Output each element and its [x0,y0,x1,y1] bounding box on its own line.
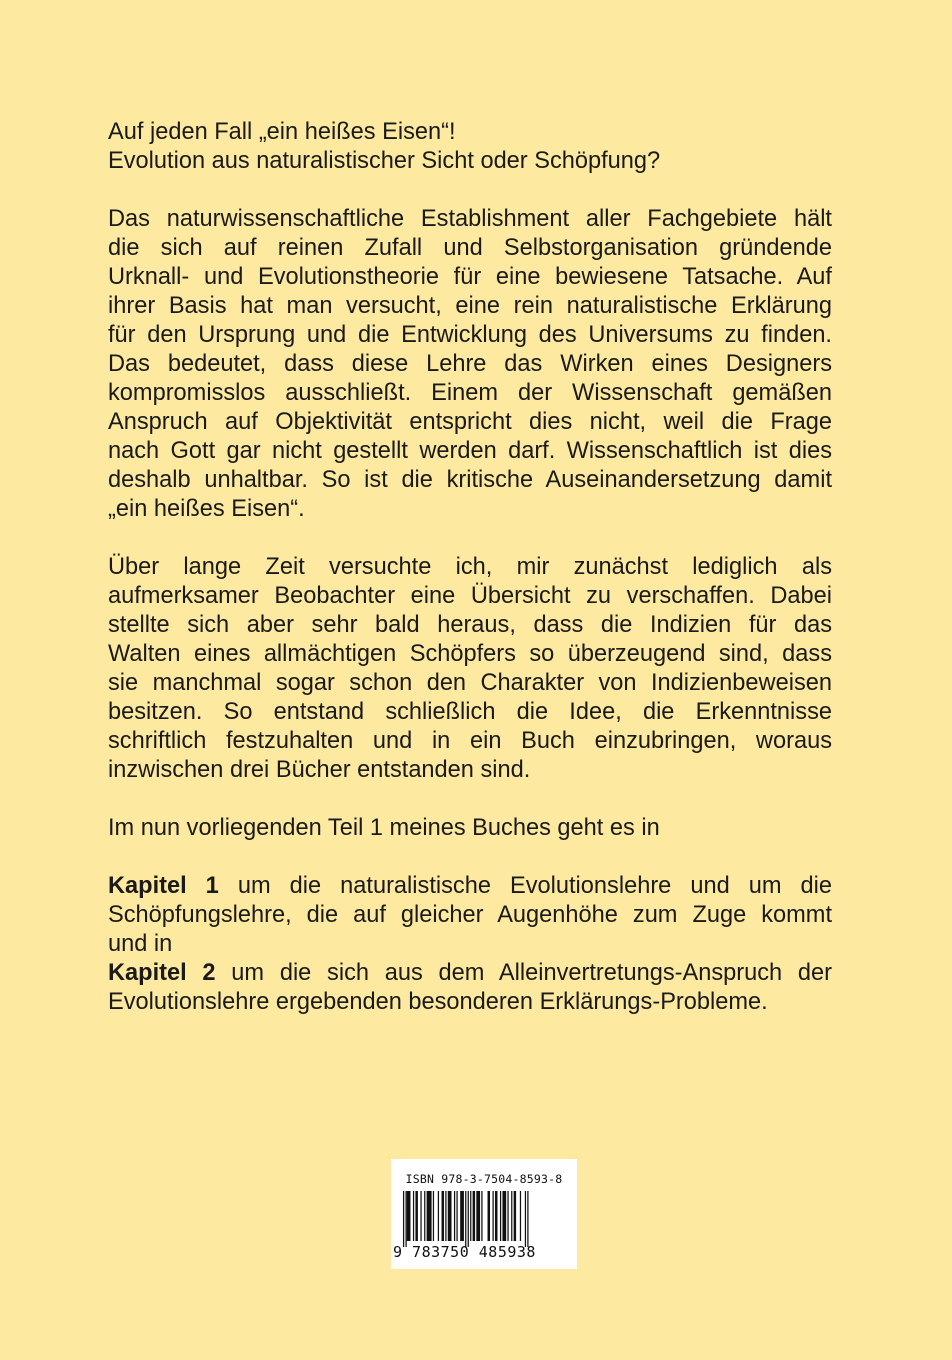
text-line: besitzen. So entstand schließlich die Idee, die Erkenntnisse [108,699,832,725]
chapter-1-label: Kapitel 1 [108,873,219,899]
text-line: Im nun vorliegenden Teil 1 meines Buches geht es in [108,815,660,841]
barcode-bar [468,1191,469,1247]
chapter-2-line-2: Evolutionslehre ergebenden besonderen Erklärungs-Probleme. [108,989,768,1015]
headline-line-1: Auf jeden Fall „ein heißes Eisen“! [108,119,456,145]
barcode-bar [500,1191,501,1241]
barcode-bar [415,1191,417,1241]
chapter-list [108,872,832,1017]
barcode-bar [507,1191,508,1241]
paragraph-establishment [108,205,832,524]
text-line: Das bedeutet, dass diese Lehre das Wirken eines Designers [108,351,832,377]
barcode-bar [454,1191,455,1241]
ean-digits: 9 783750 485938 [393,1243,536,1261]
barcode-bar [502,1191,506,1241]
text-line: aufmerksamer Beobachter eine Übersicht zu verschaffen. Dabei [108,583,832,609]
barcode-bar [470,1191,471,1241]
text-line: „ein heißes Eisen“. [108,496,305,522]
text-line: ihrer Basis hat man versucht, eine rein naturalistische Erklärung [108,293,832,319]
text-line: Anspruch auf Objektivität entspricht dies nicht, weil die Frage [108,409,832,435]
text-line: nach Gott gar nicht gestellt werden darf. Wissenschaftlich ist dies [108,438,832,464]
barcode-bars [403,1191,567,1247]
isbn-barcode [391,1159,577,1269]
barcode-bar [488,1191,490,1241]
barcode-bar [460,1191,464,1241]
text-line: kompromisslos ausschließt. Einem der Wissenschaft gemäßen [108,380,832,406]
isbn-label: ISBN 978-3-7504-8593-8 [405,1172,563,1186]
barcode-bar [514,1191,516,1241]
paragraph-observer [108,553,832,785]
barcode-bar [456,1191,457,1241]
barcode-bar [433,1191,434,1241]
barcode-bar [520,1191,521,1241]
text-line: Das naturwissenschaftliche Establishment aller Fachgebiete hält [108,206,832,232]
barcode-graphic [403,1191,567,1247]
barcode-bar [448,1191,452,1241]
barcode-bar [495,1191,497,1241]
barcode-bar [413,1191,414,1241]
chapter-2-label: Kapitel 2 [108,960,216,986]
barcode-bar [527,1191,528,1247]
chapter-1-line-3: und in [108,931,173,957]
barcode-bar [438,1191,439,1241]
barcode-bar [473,1191,475,1241]
barcode-bar [442,1191,444,1241]
chapter-1-text: um die naturalistische Evolutionslehre und um die [218,873,832,899]
barcode-bar [407,1191,411,1241]
chapter-1-line-1 [108,872,832,901]
chapter-1-line-2: Schöpfungslehre, die auf gleicher Augenhöhe zum Zuge kommt [108,902,832,928]
barcode-bar [492,1191,493,1241]
text-line: schriftlich festzuhalten und in ein Buch einzubringen, woraus [108,728,832,754]
barcode-bar [481,1191,482,1241]
barcode-bar [424,1191,425,1241]
headline-line-2: Evolution aus naturalistischer Sicht oder Schöpfung? [108,148,661,174]
barcode-bar [405,1191,406,1247]
barcode-bar [511,1191,512,1241]
barcode-bar [525,1191,526,1247]
text-line: die sich auf reinen Zufall und Selbstorganisation gründende [108,235,832,261]
headline [108,118,832,176]
text-line: deshalb unhaltbar. So ist die kritische Auseinandersetzung damit [108,467,832,493]
text-line: sie manchmal sogar schon den Charakter von Indizienbeweisen [108,670,832,696]
text-line: Über lange Zeit versuchte ich, mir zunächst lediglich als [108,554,832,580]
barcode-bar [427,1191,432,1241]
barcode-bar [403,1191,404,1247]
text-line: Walten eines allmächtigen Schöpfers so überzeugend sind, dass [108,641,832,667]
barcode-bar [465,1191,466,1247]
text-line: für den Ursprung und die Entwicklung des Universums zu finden. [108,322,832,348]
chapter-2-line-1 [108,959,832,988]
text-line: inzwischen drei Bücher entstanden sind. [108,757,531,783]
text-line: Urknall- und Evolutionstheorie für eine bewiesene Tatsache. Auf [108,264,832,290]
back-cover-text [108,118,832,1017]
text-line: stellte sich aber sehr bald heraus, dass die Indizien für das [108,612,832,638]
barcode-bar [445,1191,446,1241]
chapter-2-text: um die sich aus dem Alleinvertretungs-Anspruch der [215,960,833,986]
barcode-bar [476,1191,480,1241]
barcode-bar [420,1191,421,1241]
paragraph-intro-chapters [108,814,832,843]
